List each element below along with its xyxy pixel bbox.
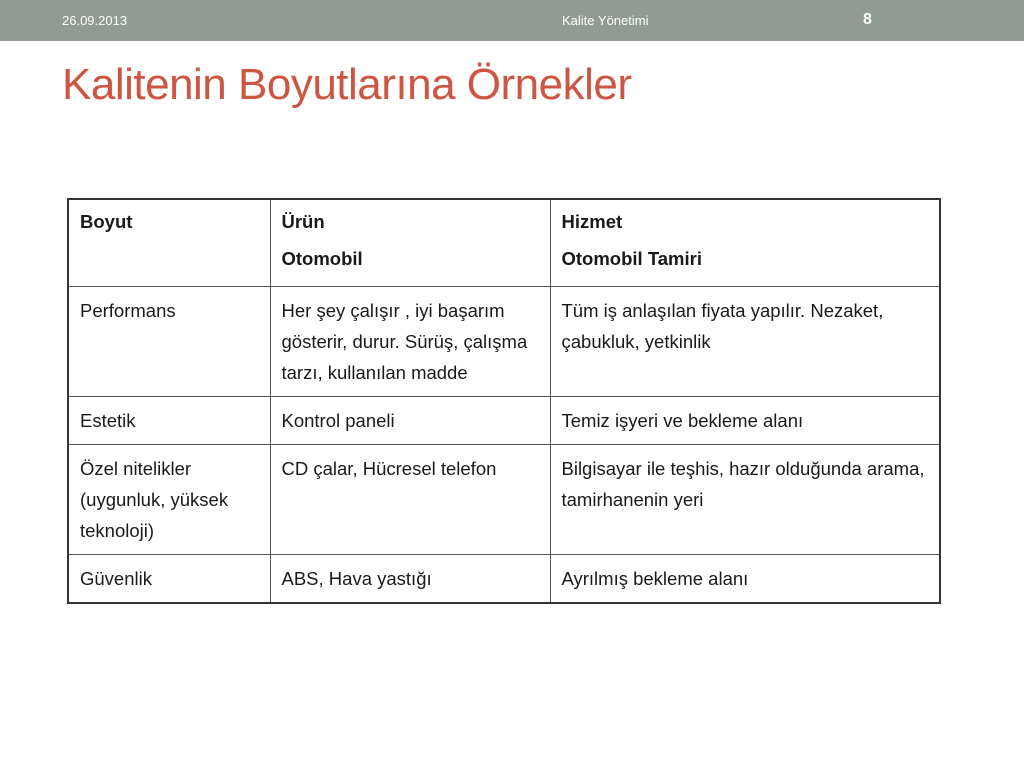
header-product-example: Otomobil <box>281 248 363 269</box>
dimension-cell: Güvenlik <box>68 555 270 604</box>
dimension-cell: Performans <box>68 287 270 397</box>
header-cell-dimension <box>68 199 270 287</box>
product-cell: ABS, Hava yastığı <box>270 555 550 604</box>
table-row <box>68 555 940 604</box>
service-cell: Temiz işyeri ve bekleme alanı <box>550 397 940 445</box>
slide-date: 26.09.2013 <box>62 13 128 28</box>
dimension-cell: Özel nitelikler (uygunluk, yüksek teknoloji) <box>68 445 270 555</box>
table-row <box>68 397 940 445</box>
header-service-example: Otomobil Tamiri <box>561 248 702 269</box>
header-cell-product <box>270 199 550 287</box>
product-cell: CD çalar, Hücresel telefon <box>270 445 550 555</box>
presentation-title: Kalite Yönetimi <box>562 13 649 28</box>
product-cell: Kontrol paneli <box>270 397 550 445</box>
quality-dimensions-table <box>67 198 941 604</box>
service-cell: Tüm iş anlaşılan fiyata yapılır. Nezaket, çabukluk, yetkinlik <box>550 287 940 397</box>
slide-header-bar <box>0 0 1024 41</box>
header-service-label: Hizmet <box>561 211 623 232</box>
header-cell-service <box>550 199 940 287</box>
header-product-label: Ürün <box>281 211 325 232</box>
header-dimension-label: Boyut <box>80 211 133 232</box>
slide-title: Kalitenin Boyutlarına Örnekler <box>62 60 632 109</box>
table-row <box>68 287 940 397</box>
service-cell: Ayrılmış bekleme alanı <box>550 555 940 604</box>
service-cell: Bilgisayar ile teşhis, hazır olduğunda arama, tamirhanenin yeri <box>550 445 940 555</box>
slide-number: 8 <box>863 11 872 28</box>
dimension-cell: Estetik <box>68 397 270 445</box>
table-header-row <box>68 199 940 287</box>
table-row <box>68 445 940 555</box>
product-cell: Her şey çalışır , iyi başarım gösterir, durur. Sürüş, çalışma tarzı, kullanılan madde <box>270 287 550 397</box>
